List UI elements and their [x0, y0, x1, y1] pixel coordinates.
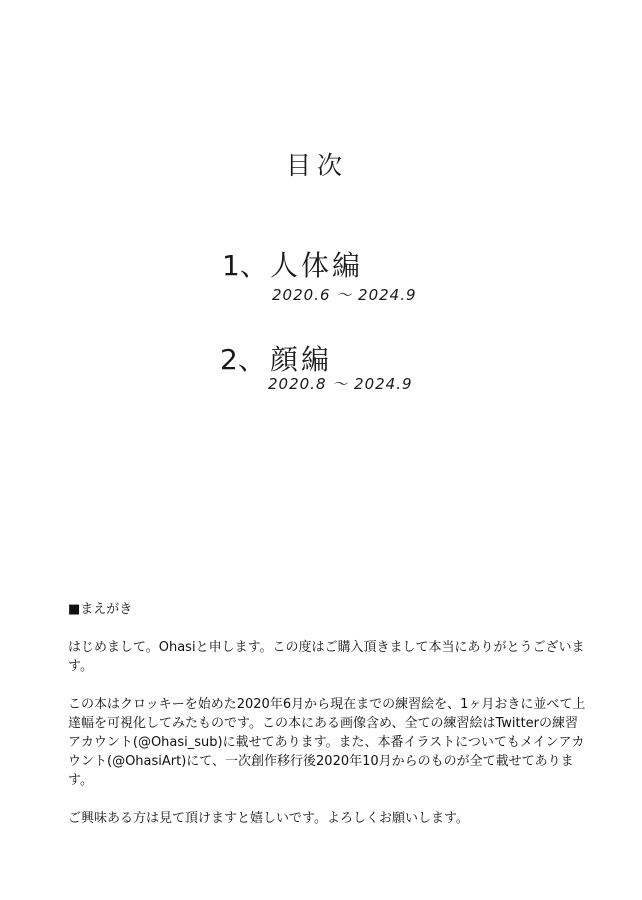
preface-paragraph-closing: ご興味ある方は見て頂けますと嬉しいです。よろしくお願いします。 [68, 811, 469, 826]
toc-entry-2-dates: 2020.8 〜 2024.9 [268, 375, 413, 393]
preface-heading: ■まえがき [68, 602, 133, 617]
preface-paragraph-about: この本はクロッキーを始めた2020年6月から現在までの練習絵を、1ヶ月おきに並べて上達幅を可視化してみたものです。この本にある画像含め、全ての練習絵はTwitterの練習アカウント(@Ohasi_sub)に載せてあります。また、本番イラストについてもメインアカウント(@OhasiArt)にて、一次創作移行後2020年10月からのものが全て載せてあります。 [68, 697, 586, 788]
toc-entry-1-label: 人体編 [270, 249, 364, 282]
toc-entry-2-label: 顔編 [270, 343, 333, 376]
toc-entry-1-number: 1、 [222, 249, 268, 282]
toc-title: 目次 [286, 151, 349, 180]
preface-paragraph-greeting: はじめまして。Ohasiと申します。この度はご購入頂きまして本当にありがとうございます。 [68, 640, 585, 674]
preface-section [68, 600, 588, 847]
toc-entry-1-dates: 2020.6 〜 2024.9 [272, 286, 417, 304]
toc-entry-2-number: 2、 [220, 343, 266, 376]
